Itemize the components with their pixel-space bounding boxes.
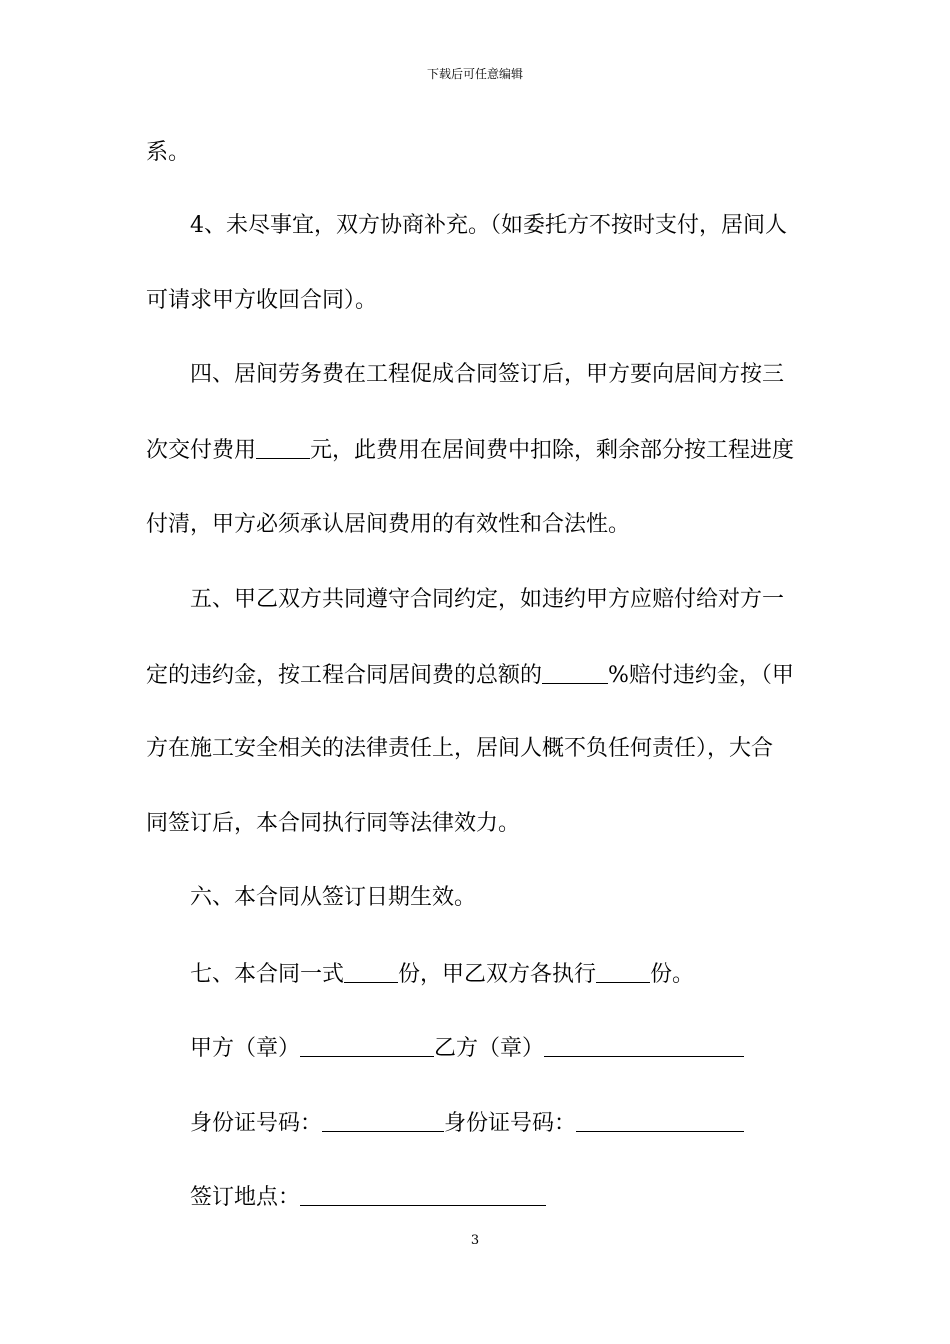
fill-blank-amount[interactable] xyxy=(256,436,310,459)
fill-blank-copies[interactable] xyxy=(344,960,398,983)
place-field[interactable] xyxy=(300,1183,546,1206)
paragraph-line xyxy=(190,958,870,990)
signature-line-place xyxy=(190,1181,870,1213)
line-text: 定的违约金，按工程合同居间费的总额的 xyxy=(146,663,543,688)
paragraph-line xyxy=(146,434,826,466)
line-text: 次交付费用 xyxy=(146,438,257,463)
paragraph-line: 可请求甲方收回合同）。 xyxy=(146,288,378,313)
paragraph-line: 同签订后，本合同执行同等法律效力。 xyxy=(146,811,521,836)
id-b-field[interactable] xyxy=(576,1109,744,1132)
paragraph-line: 系。 xyxy=(146,140,191,165)
line-text: 份。 xyxy=(650,962,695,987)
signature-line-party xyxy=(190,1032,870,1064)
paragraph-line: 五、甲乙双方共同遵守合同约定，如违约甲方应赔付给对方一 xyxy=(190,587,785,612)
party-b-seal-field[interactable] xyxy=(544,1034,744,1057)
paragraph-line xyxy=(146,659,826,691)
id-a-field[interactable] xyxy=(322,1109,444,1132)
paragraph-line: 四、居间劳务费在工程促成合同签订后，甲方要向居间方按三 xyxy=(190,362,785,387)
fill-blank-percent[interactable] xyxy=(542,661,608,684)
paragraph-line: 六、本合同从签订日期生效。 xyxy=(190,885,477,910)
party-b-label: 乙方（章） xyxy=(434,1036,545,1061)
line-text: 元，此费用在居间费中扣除，剩余部分按工程进度 xyxy=(310,438,795,463)
party-a-label: 甲方（章） xyxy=(190,1036,301,1061)
fill-blank-copies-each[interactable] xyxy=(596,960,650,983)
id-b-label: 身份证号码： xyxy=(444,1111,577,1136)
id-a-label: 身份证号码： xyxy=(190,1111,323,1136)
paragraph-line: 4、未尽事宜，双方协商补充。（如委托方不按时支付，居间人 xyxy=(190,213,787,238)
paragraph-line: 方在施工安全相关的法律责任上，居间人概不负任何责任），大合 xyxy=(146,736,774,761)
line-text: 份，甲乙双方各执行 xyxy=(398,962,597,987)
paragraph-line: 付清，甲方必须承认居间费用的有效性和合法性。 xyxy=(146,512,631,537)
page-number: 3 xyxy=(470,1233,480,1248)
place-label: 签订地点： xyxy=(190,1185,301,1210)
party-a-seal-field[interactable] xyxy=(300,1034,434,1057)
page-header: 下载后可任意编辑 xyxy=(426,67,523,81)
line-text: %赔付违约金，（甲 xyxy=(608,663,794,688)
line-text: 七、本合同一式 xyxy=(190,962,345,987)
signature-line-id xyxy=(190,1107,870,1139)
